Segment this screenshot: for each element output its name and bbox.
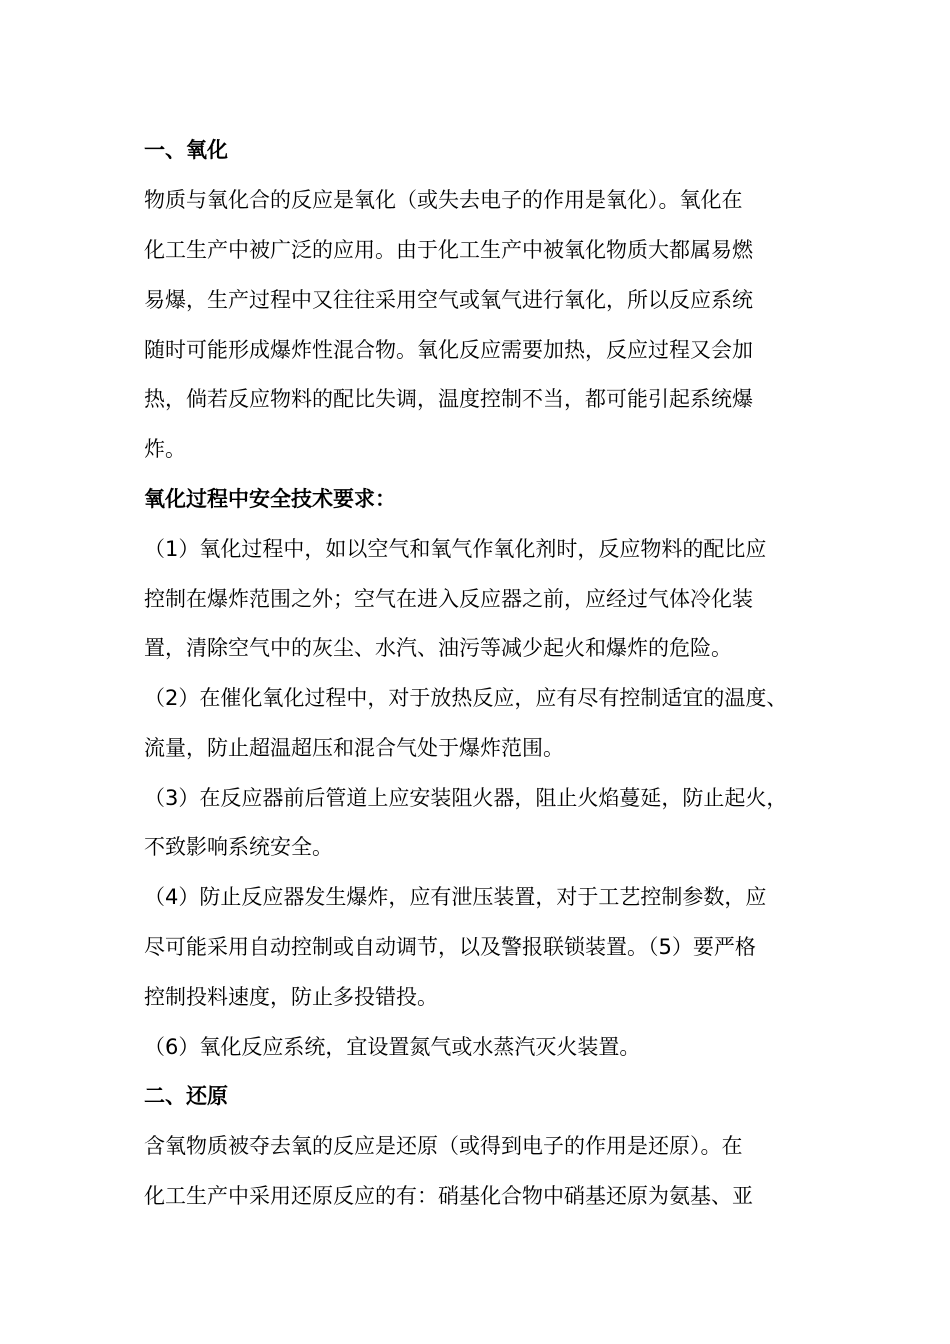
section-heading-reduction: 二、还原	[144, 1084, 228, 1108]
list-item-line: 控制投料速度，防止多投错投。	[144, 985, 438, 1009]
list-item-line: 流量，防止超温超压和混合气处于爆炸范围。	[144, 736, 564, 760]
paragraph-line: 热，倘若反应物料的配比失调，温度控制不当，都可能引起系统爆	[144, 387, 753, 411]
paragraph-line: 易爆，生产过程中又往往采用空气或氧气进行氧化，所以反应系统	[144, 288, 753, 312]
list-item-line: 尽可能采用自动控制或自动调节，以及警报联锁装置。（5）要严格	[144, 935, 756, 959]
list-item-line: （4）防止反应器发生爆炸，应有泄压装置，对于工艺控制参数，应	[144, 885, 767, 909]
paragraph-line: 随时可能形成爆炸性混合物。氧化反应需要加热，反应过程又会加	[144, 338, 753, 362]
list-item-line: （2）在催化氧化过程中，对于放热反应，应有尽有控制适宜的温度、	[144, 686, 788, 710]
list-item-line: 置，清除空气中的灰尘、水汽、油污等减少起火和爆炸的危险。	[144, 636, 732, 660]
subheading-safety-requirements: 氧化过程中安全技术要求：	[144, 487, 396, 511]
list-item-line: （1）氧化过程中，如以空气和氧气作氧化剂时，反应物料的配比应	[144, 537, 767, 561]
list-item-line: （3）在反应器前后管道上应安装阻火器，阻止火焰蔓延，防止起火，	[144, 786, 788, 810]
list-item-line: 不致影响系统安全。	[144, 835, 333, 859]
list-item-line: （6）氧化反应系统，宜设置氮气或水蒸汽灭火装置。	[144, 1035, 641, 1059]
paragraph-line: 含氧物质被夺去氧的反应是还原（或得到电子的作用是还原）。在	[144, 1134, 743, 1158]
paragraph-line: 炸。	[144, 437, 186, 461]
paragraph-line: 物质与氧化合的反应是氧化（或失去电子的作用是氧化）。氧化在	[144, 188, 743, 212]
section-heading-oxidation: 一、氧化	[144, 138, 228, 162]
list-item-line: 控制在爆炸范围之外；空气在进入反应器之前，应经过气体冷化装	[144, 587, 753, 611]
paragraph-line: 化工生产中被广泛的应用。由于化工生产中被氧化物质大都属易燃	[144, 238, 753, 262]
paragraph-line: 化工生产中采用还原反应的有：硝基化合物中硝基还原为氨基、亚	[144, 1184, 753, 1208]
